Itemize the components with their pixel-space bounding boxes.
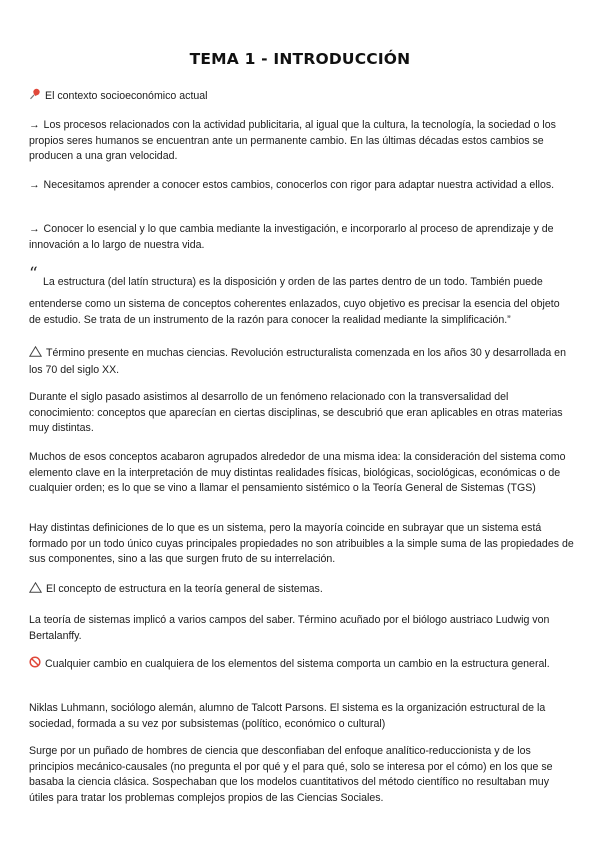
- section-heading-text: El contexto socioeconómico actual: [45, 90, 208, 102]
- paragraph-4: La teoría de sistemas implicó a varios campos del saber. Término acuñado por el biólogo austriaco Ludwig von Bertalanffy.: [29, 614, 550, 642]
- paragraph-5: Niklas Luhmann, sociólogo alemán, alumno de Talcott Parsons. El sistema es la organización estructural de la sociedad, formada a su vez por subsistemas (político, económico o cultural): [29, 702, 546, 730]
- note-1: [29, 346, 574, 378]
- paragraph-3: Hay distintas definiciones de lo que es un sistema, pero la mayoría coincide en subrayar que un sistema está formado por un todo único cuyas principales propiedades no son atribuibles a la simple suma de las propiedades de sus componentes, sino a las que surgen fruto de su interrelación.: [29, 522, 574, 566]
- right-arrow-icon: →: [29, 223, 40, 235]
- right-arrow-icon: →: [29, 179, 40, 191]
- note-2: [29, 582, 574, 599]
- section-heading: [29, 88, 574, 106]
- prohibited-icon: [29, 656, 41, 674]
- arrow-point-text: Necesitamos aprender a conocer estos cambios, conocerlos con rigor para adaptar nuestra actividad a ellos.: [43, 179, 555, 191]
- pushpin-icon: [29, 88, 41, 106]
- paragraph-6: Surge por un puñado de hombres de ciencia que desconfiaban del enfoque analítico-reduccionista y de los principios mecánico-causales (no pregunta el por qué y el para qué, solo se interesa por el cómo) en los que se basaba la ciencia clásica. Sospechaban que los modelos cuantitativos del método científico no resultaban muy útiles para tratar los problemas complejos propios de las Ciencias Sociales.: [29, 745, 553, 804]
- arrow-point-3: [29, 222, 574, 253]
- note-3: [29, 656, 574, 674]
- quote-first-line: La estructura (del latín structura) es la disposición y orden de las partes dentro de un todo. También puede: [43, 276, 543, 288]
- note-text: Cualquier cambio en cualquiera de los elementos del sistema comporta un cambio en la estructura general.: [45, 658, 550, 670]
- arrow-point-1: [29, 118, 574, 165]
- note-text: Término presente en muchas ciencias. Revolución estructuralista comenzada en los años 30 y desarrollada en los 70 del siglo XX.: [29, 347, 566, 376]
- note-text: El concepto de estructura en la teoría general de sistemas.: [46, 583, 323, 595]
- paragraph-2: Muchos de esos conceptos acabaron agrupados alrededor de una misma idea: la consideración del sistema como elemento clave en la interpretación de muy distintas realidades físicas, biológicas, sociológicas, económicas o de cualquier orden; es lo que se vino a llamar el pensamiento sistémico o la Teoría General de Sistemas (TGS): [29, 451, 566, 495]
- right-arrow-icon: →: [29, 119, 40, 131]
- warning-triangle-icon: [29, 346, 42, 363]
- arrow-point-text: Los procesos relacionados con la actividad publicitaria, al igual que la cultura, la tecnología, la sociedad o los propios seres humanos se encuentran ante un permanente cambio. En las últimas décadas estos cambios se producen a una gran velocidad.: [29, 119, 556, 163]
- page-title: TEMA 1 - INTRODUCCIÓN: [189, 50, 411, 68]
- quote-body: entenderse como un sistema de conceptos coherentes enlazados, cuyo objetivo es precisar la esencia del objeto de estudio. Se trata de un instrumento de la razón para conocer la realidad mediante la simplificación.”: [29, 298, 560, 326]
- arrow-point-2: [29, 178, 574, 194]
- paragraph-1: Durante el siglo pasado asistimos al desarrollo de un fenómeno relacionado con la transversalidad del conocimiento: conceptos que aparecían en ciertas disciplinas, se descubrió que eran aplicables en otras materias muy distintas.: [29, 391, 563, 435]
- arrow-point-text: Conocer lo esencial y lo que cambia mediante la investigación, e incorporarlo al proceso de aprendizaje y de innovación a lo largo de nuestra vida.: [29, 223, 554, 251]
- quote-mark: “: [29, 264, 38, 284]
- warning-triangle-icon: [29, 582, 42, 599]
